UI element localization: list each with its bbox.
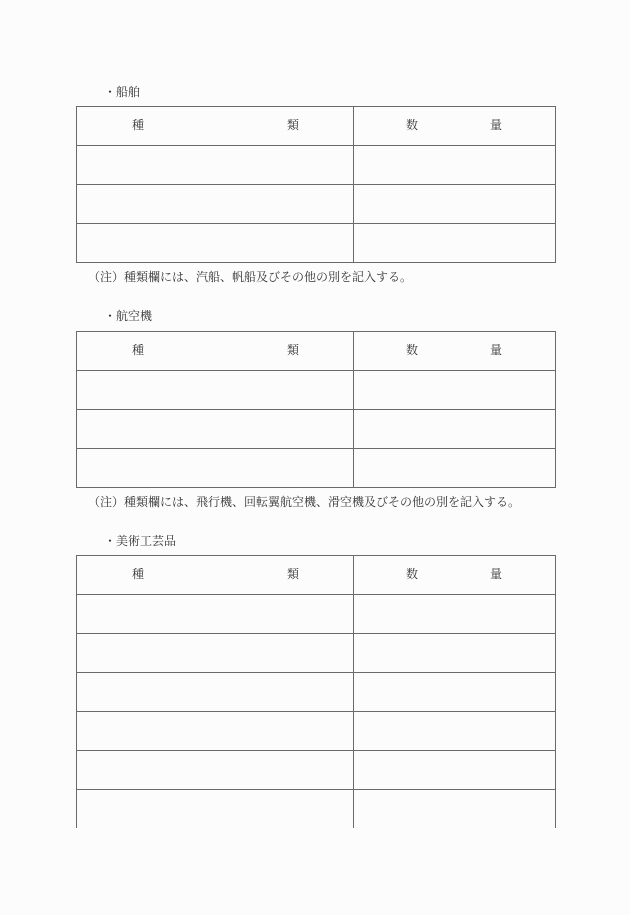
header-kind-char-1: 種 xyxy=(132,343,145,357)
aircraft-table xyxy=(76,331,556,488)
table-row xyxy=(77,410,555,449)
kind-cell[interactable] xyxy=(77,371,354,409)
header-kind xyxy=(77,107,354,145)
quantity-cell[interactable] xyxy=(354,224,555,262)
header-quantity-char-1: 数 xyxy=(406,343,419,357)
table-header-row xyxy=(77,332,555,371)
quantity-cell[interactable] xyxy=(354,410,555,448)
aircraft-note xyxy=(88,495,520,509)
section-heading-aircraft: ・航空機 xyxy=(104,309,153,323)
kind-cell[interactable] xyxy=(77,185,354,223)
table-row xyxy=(77,595,555,634)
header-quantity xyxy=(354,107,555,145)
kind-cell[interactable] xyxy=(77,224,354,262)
table-row xyxy=(77,751,555,790)
header-quantity-char-2: 量 xyxy=(490,567,503,581)
quantity-cell[interactable] xyxy=(354,634,555,672)
header-kind xyxy=(77,556,354,594)
header-quantity-char-2: 量 xyxy=(490,343,503,357)
table-row xyxy=(77,634,555,673)
table-row xyxy=(77,185,555,224)
quantity-cell[interactable] xyxy=(354,146,555,184)
kind-cell[interactable] xyxy=(77,410,354,448)
section-heading-art-crafts: ・美術工芸品 xyxy=(104,534,177,548)
art-crafts-table xyxy=(76,555,556,828)
kind-cell[interactable] xyxy=(77,712,354,750)
quantity-cell[interactable] xyxy=(354,595,555,633)
note-mark: （注） xyxy=(88,495,125,509)
quantity-cell[interactable] xyxy=(354,449,555,487)
header-kind-char-2: 類 xyxy=(287,343,300,357)
table-row xyxy=(77,371,555,410)
ships-table xyxy=(76,106,556,263)
table-row xyxy=(77,146,555,185)
table-header-row xyxy=(77,556,555,595)
kind-cell[interactable] xyxy=(77,673,354,711)
quantity-cell[interactable] xyxy=(354,371,555,409)
header-quantity-char-1: 数 xyxy=(406,567,419,581)
header-kind-char-2: 類 xyxy=(287,118,300,132)
kind-cell[interactable] xyxy=(77,634,354,672)
kind-cell[interactable] xyxy=(77,449,354,487)
note-mark: （注） xyxy=(88,270,125,284)
header-quantity-char-1: 数 xyxy=(406,118,419,132)
table-row xyxy=(77,449,555,488)
kind-cell[interactable] xyxy=(77,595,354,633)
note-text: 種類欄には、汽船、帆船及びその他の別を記入する。 xyxy=(124,270,413,284)
table-row xyxy=(77,224,555,263)
header-kind-char-1: 種 xyxy=(132,118,145,132)
ships-note xyxy=(88,270,412,284)
header-quantity xyxy=(354,556,555,594)
table-row xyxy=(77,790,555,828)
table-row xyxy=(77,673,555,712)
header-quantity-char-2: 量 xyxy=(490,118,503,132)
quantity-cell[interactable] xyxy=(354,790,555,828)
note-text: 種類欄には、飛行機、回転翼航空機、滑空機及びその他の別を記入する。 xyxy=(124,495,521,509)
header-kind-char-2: 類 xyxy=(287,567,300,581)
header-quantity xyxy=(354,332,555,370)
quantity-cell[interactable] xyxy=(354,712,555,750)
kind-cell[interactable] xyxy=(77,146,354,184)
section-heading-ships: ・船舶 xyxy=(104,85,141,99)
table-row xyxy=(77,712,555,751)
header-kind-char-1: 種 xyxy=(132,567,145,581)
quantity-cell[interactable] xyxy=(354,751,555,789)
quantity-cell[interactable] xyxy=(354,185,555,223)
quantity-cell[interactable] xyxy=(354,673,555,711)
header-kind xyxy=(77,332,354,370)
kind-cell[interactable] xyxy=(77,751,354,789)
table-header-row xyxy=(77,107,555,146)
kind-cell[interactable] xyxy=(77,790,354,828)
